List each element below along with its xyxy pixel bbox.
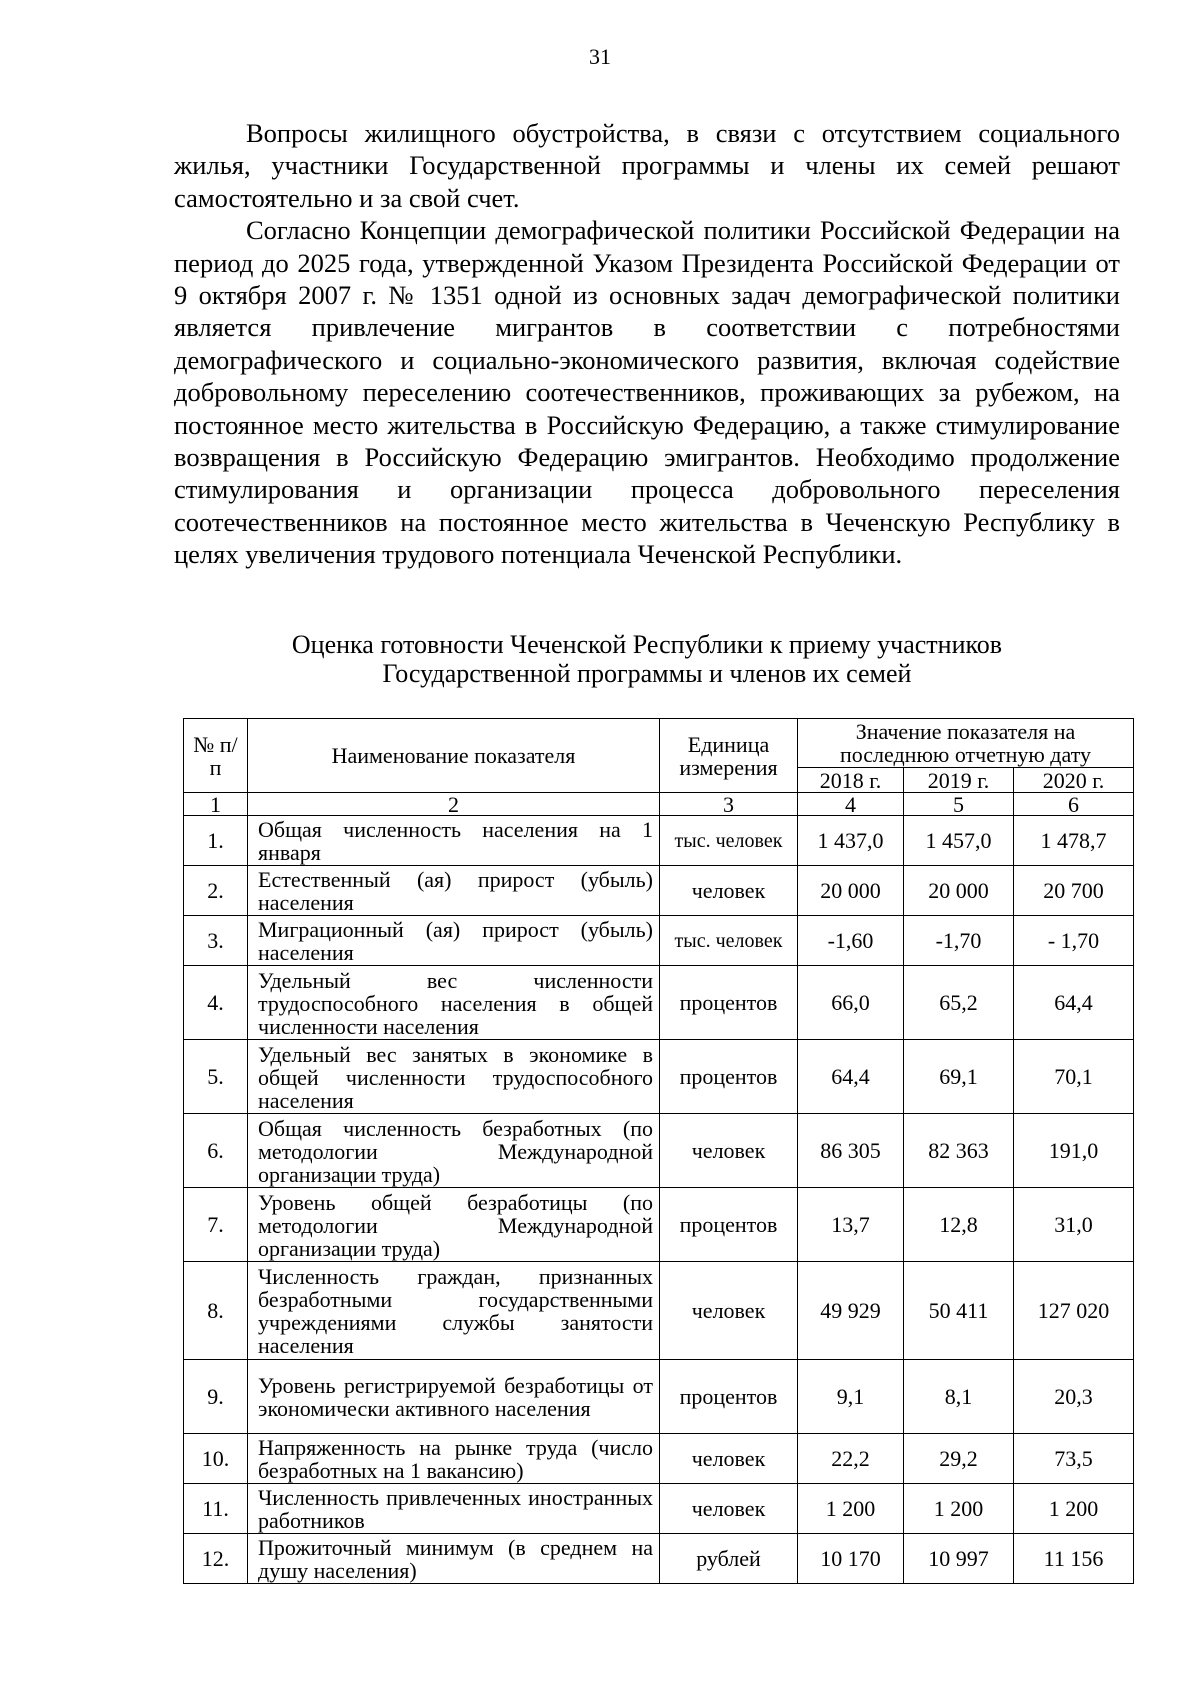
row-value-2018: 9,1: [798, 1360, 904, 1434]
table-row: [184, 1040, 1134, 1114]
table-row: [184, 1114, 1134, 1188]
row-value-2019: 12,8: [904, 1188, 1014, 1262]
row-num: 1.: [184, 816, 248, 866]
row-value-2019: 8,1: [904, 1360, 1014, 1434]
column-number: 1: [184, 793, 248, 816]
header-row: [184, 719, 1134, 768]
header-year-2020: 2020 г.: [1014, 768, 1134, 793]
row-name: Уровень общей безработицы (по методологии Международной организации труда): [248, 1188, 660, 1262]
header-year-2018: 2018 г.: [798, 768, 904, 793]
row-unit: процентов: [660, 1360, 798, 1434]
column-number: 2: [248, 793, 660, 816]
row-unit: процентов: [660, 966, 798, 1040]
row-value-2019: 65,2: [904, 966, 1014, 1040]
row-unit: человек: [660, 1262, 798, 1360]
row-num: 4.: [184, 966, 248, 1040]
row-num: 3.: [184, 916, 248, 966]
row-name: Прожиточный минимум (в среднем на душу населения): [248, 1534, 660, 1584]
table-title-line-2: Государственной программы и членов их семей: [382, 659, 912, 688]
header-name: Наименование показателя: [248, 719, 660, 793]
table-title: [174, 630, 1120, 688]
row-value-2019: 50 411: [904, 1262, 1014, 1360]
row-unit: человек: [660, 1434, 798, 1484]
row-unit: тыс. человек: [660, 816, 798, 866]
row-name: Уровень регистрируемой безработицы от экономически активного населения: [248, 1360, 660, 1434]
row-value-2020: 73,5: [1014, 1434, 1134, 1484]
paragraph-demographic-policy: Согласно Концепции демографической политики Российской Федерации на период до 2025 года, утвержденной Указом Президента Российской Федерации от 9 октября 2007 г. № 1351 одной из основных задач демографической политики является привлечение мигрантов в соответствии с потребностями демографического и социально-экономического развития, включая содействие добровольному переселению соотечественников, проживающих за рубежом, на постоянное место жительства в Российскую Федерацию, а также стимулирование возвращения в Российскую Федерацию эмигрантов. Необходимо продолжение стимулирования и организации процесса добровольного переселения соотечественников на постоянное место жительства в Чеченскую Республику в целях увеличения трудового потенциала Чеченской Республики.: [174, 215, 1120, 570]
row-value-2020: - 1,70: [1014, 916, 1134, 966]
row-value-2020: 70,1: [1014, 1040, 1134, 1114]
row-value-2020: 191,0: [1014, 1114, 1134, 1188]
row-value-2019: 20 000: [904, 866, 1014, 916]
row-name: Удельный вес численности трудоспособного населения в общей численности населения: [248, 966, 660, 1040]
row-num: 9.: [184, 1360, 248, 1434]
row-value-2018: -1,60: [798, 916, 904, 966]
row-num: 8.: [184, 1262, 248, 1360]
row-unit: человек: [660, 1484, 798, 1534]
table-row: [184, 966, 1134, 1040]
row-num: 12.: [184, 1534, 248, 1584]
row-value-2020: 31,0: [1014, 1188, 1134, 1262]
table-row: [184, 1188, 1134, 1262]
row-value-2019: 82 363: [904, 1114, 1014, 1188]
row-num: 2.: [184, 866, 248, 916]
row-value-2020: 11 156: [1014, 1534, 1134, 1584]
column-number: 6: [1014, 793, 1134, 816]
row-value-2020: 1 200: [1014, 1484, 1134, 1534]
row-num: 11.: [184, 1484, 248, 1534]
table-row: [184, 1262, 1134, 1360]
row-name: Удельный вес занятых в экономике в общей численности трудоспособного населения: [248, 1040, 660, 1114]
table-row: [184, 1434, 1134, 1484]
column-number: 4: [798, 793, 904, 816]
row-num: 7.: [184, 1188, 248, 1262]
row-value-2019: 1 457,0: [904, 816, 1014, 866]
table-title-line-1: Оценка готовности Чеченской Республики к приему участников: [291, 630, 1003, 659]
row-value-2018: 10 170: [798, 1534, 904, 1584]
row-value-2018: 13,7: [798, 1188, 904, 1262]
row-name: Естественный (ая) прирост (убыль) населения: [248, 866, 660, 916]
row-value-2019: 10 997: [904, 1534, 1014, 1584]
row-value-2019: 1 200: [904, 1484, 1014, 1534]
page-number: 31: [589, 44, 611, 69]
row-value-2018: 64,4: [798, 1040, 904, 1114]
table-row: [184, 916, 1134, 966]
header-unit: Единица измерения: [660, 719, 798, 793]
row-name: Общая численность безработных (по методологии Международной организации труда): [248, 1114, 660, 1188]
table-row: [184, 1534, 1134, 1584]
header-num: № п/п: [184, 719, 248, 793]
row-unit: процентов: [660, 1188, 798, 1262]
row-num: 6.: [184, 1114, 248, 1188]
row-value-2019: 29,2: [904, 1434, 1014, 1484]
row-name: Напряженность на рынке труда (число безработных на 1 вакансию): [248, 1434, 660, 1484]
row-value-2018: 1 437,0: [798, 816, 904, 866]
row-value-2019: 69,1: [904, 1040, 1014, 1114]
row-name: Численность привлеченных иностранных работников: [248, 1484, 660, 1534]
row-value-2018: 66,0: [798, 966, 904, 1040]
row-value-2018: 22,2: [798, 1434, 904, 1484]
row-value-2018: 1 200: [798, 1484, 904, 1534]
row-value-2020: 20 700: [1014, 866, 1134, 916]
indicators-table: [183, 718, 1134, 1584]
column-number-row: [184, 793, 1134, 816]
row-name: Миграционный (ая) прирост (убыль) населения: [248, 916, 660, 966]
row-name: Численность граждан, признанных безработными государственными учреждениями службы занятости населения: [248, 1262, 660, 1360]
table-row: [184, 816, 1134, 866]
table-row: [184, 866, 1134, 916]
row-value-2019: -1,70: [904, 916, 1014, 966]
column-number: 5: [904, 793, 1014, 816]
row-value-2020: 127 020: [1014, 1262, 1134, 1360]
row-name: Общая численность населения на 1 января: [248, 816, 660, 866]
paragraph-housing: Вопросы жилищного обустройства, в связи с отсутствием социального жилья, участники Государственной программы и члены их семей решают самостоятельно и за свой счет.: [174, 118, 1120, 213]
table-row: [184, 1484, 1134, 1534]
row-num: 5.: [184, 1040, 248, 1114]
row-unit: рублей: [660, 1534, 798, 1584]
header-year-2019: 2019 г.: [904, 768, 1014, 793]
header-value-group: Значение показателя на последнюю отчетную дату: [798, 719, 1134, 768]
row-unit: процентов: [660, 1040, 798, 1114]
row-value-2020: 64,4: [1014, 966, 1134, 1040]
row-unit: человек: [660, 866, 798, 916]
row-value-2018: 86 305: [798, 1114, 904, 1188]
row-value-2020: 20,3: [1014, 1360, 1134, 1434]
row-num: 10.: [184, 1434, 248, 1484]
row-unit: тыс. человек: [660, 916, 798, 966]
row-unit: человек: [660, 1114, 798, 1188]
column-number: 3: [660, 793, 798, 816]
table-row: [184, 1360, 1134, 1434]
body-text: [174, 117, 1120, 571]
row-value-2018: 49 929: [798, 1262, 904, 1360]
row-value-2018: 20 000: [798, 866, 904, 916]
row-value-2020: 1 478,7: [1014, 816, 1134, 866]
